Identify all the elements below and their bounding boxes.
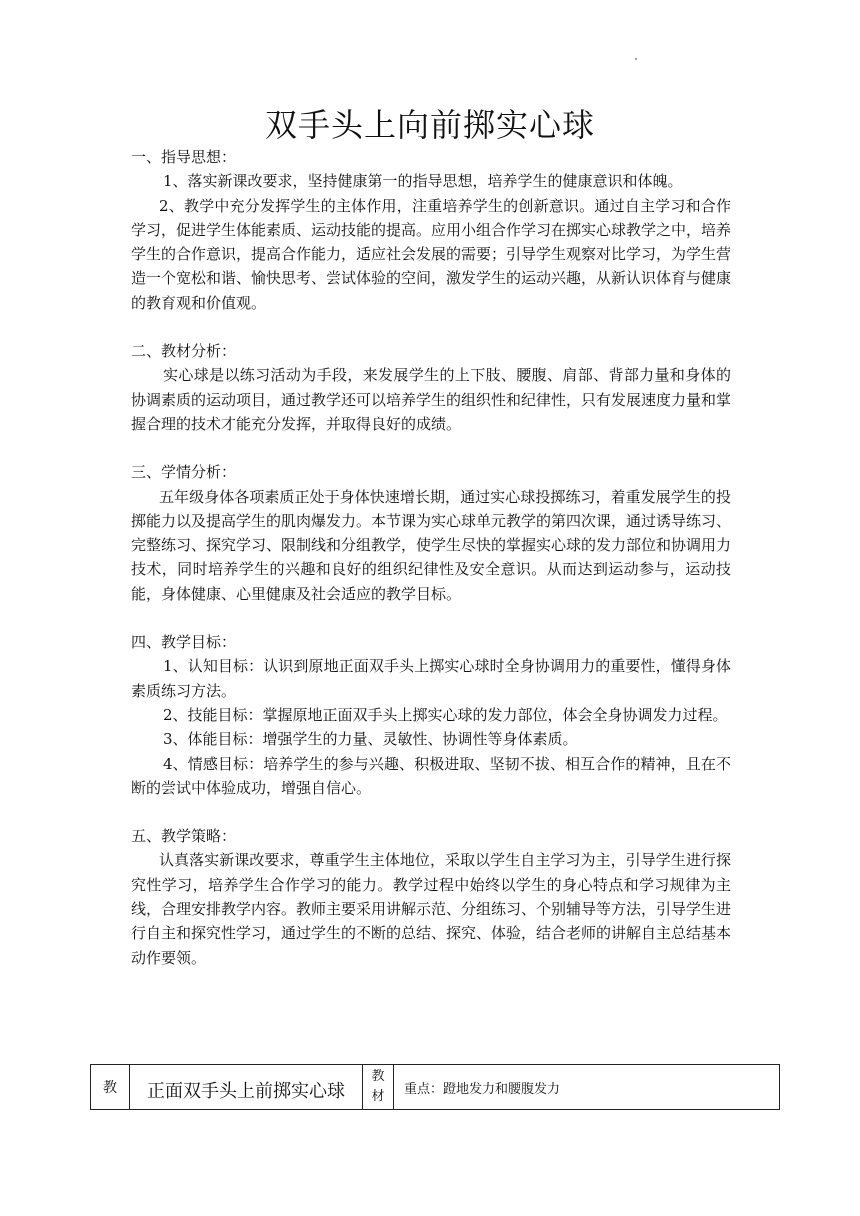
section-heading: 四、教学目标： (131, 633, 237, 652)
section-heading: 三、学情分析： (131, 463, 237, 482)
paragraph: 1、认知目标：认识到原地正面双手头上掷实心球时全身协调用力的重要性，懂得身体素质练习方法。 (131, 657, 731, 700)
paragraph: 五年级身体各项素质正处于身体快速增长期，通过实心球投掷练习，着重发展学生的投掷能力以及提高学生的肌肉爆发力。本节课为实心球单元教学的第四次课，通过诱导练习、完整练习、探究学习、限制线和分组教学，使学生尽快的掌握实心球的发力部位和协调用力技术，同时培养学生的兴趣和良好的组织纪律性及安全意识。从而达到运动参与，运动技能，身体健康、心里健康及社会适应的教学目标。 (131, 487, 732, 603)
page-title: 双手头上向前掷实心球 (264, 106, 595, 144)
document-body (131, 145, 731, 970)
paragraph: 3、体能目标：增强学生的力量、灵敏性、协调性等身体素质。 (163, 730, 578, 749)
section-heading: 二、教材分析： (131, 342, 237, 361)
paragraph: 4、情感目标：培养学生的参与兴趣、积极进取、坚韧不拔、相互合作的精神，且在不断的尝试中体验成功，增强自信心。 (131, 754, 731, 797)
corner-mark (635, 58, 637, 60)
paragraph: 2、技能目标：掌握原地正面双手头上掷实心球的发力部位，体会全身协调发力过程。 (163, 705, 728, 724)
paragraph: 实心球是以练习活动为手段，来发展学生的上下肢、腰腹、肩部、背部力量和身体的协调素质的运动项目，通过教学还可以培养学生的组织性和纪律性，只有发展速度力量和掌握合理的技术才能充分发挥，并取得良好的成绩。 (131, 366, 732, 433)
table-cell-label: 教 (91, 1065, 130, 1110)
table-cell-material-label (363, 1065, 394, 1110)
section-material-analysis (131, 339, 731, 436)
section-teaching-goals (131, 630, 731, 800)
lesson-table (90, 1064, 780, 1110)
material-label-line: 教 (371, 1069, 385, 1084)
paragraph: 认真落实新课改要求，尊重学生主体地位，采取以学生自主学习为主，引导学生进行探究性学习，培养学生合作学习的能力。教学过程中始终以学生的身心特点和学习规律为主线，合理安排教学内容。教师主要采用讲解示范、分组练习、个别辅导等方法，引导学生进行自主和探究性学习，通过学生的不断的总结、探究、体验，结合老师的讲解自主总结基本动作要领。 (131, 851, 732, 967)
table-cell-key-point: 重点：蹬地发力和腰腹发力 (394, 1065, 780, 1110)
section-guiding-thought (131, 145, 731, 315)
table-row (91, 1065, 780, 1110)
section-student-analysis (131, 460, 731, 606)
table-cell-topic: 正面双手头上前掷实心球 (130, 1065, 363, 1110)
section-teaching-strategy (131, 824, 731, 970)
section-heading: 五、教学策略： (131, 827, 237, 846)
paragraph: 1、落实新课改要求，坚持健康第一的指导思想，培养学生的健康意识和体魄。 (163, 172, 683, 191)
material-label-line: 材 (371, 1089, 385, 1104)
paragraph: 2、教学中充分发挥学生的主体作用，注重培养学生的创新意识。通过自主学习和合作学习，促进学生体能素质、运动技能的提高。应用小组合作学习在掷实心球教学之中，培养学生的合作意识，提高合作能力，适应社会发展的需要；引导学生观察对比学习，为学生营造一个宽松和谐、愉快思考、尝试体验的空间，激发学生的运动兴趣，从新认识体育与健康的教育观和价值观。 (131, 196, 732, 312)
section-heading: 一、指导思想： (131, 148, 237, 166)
